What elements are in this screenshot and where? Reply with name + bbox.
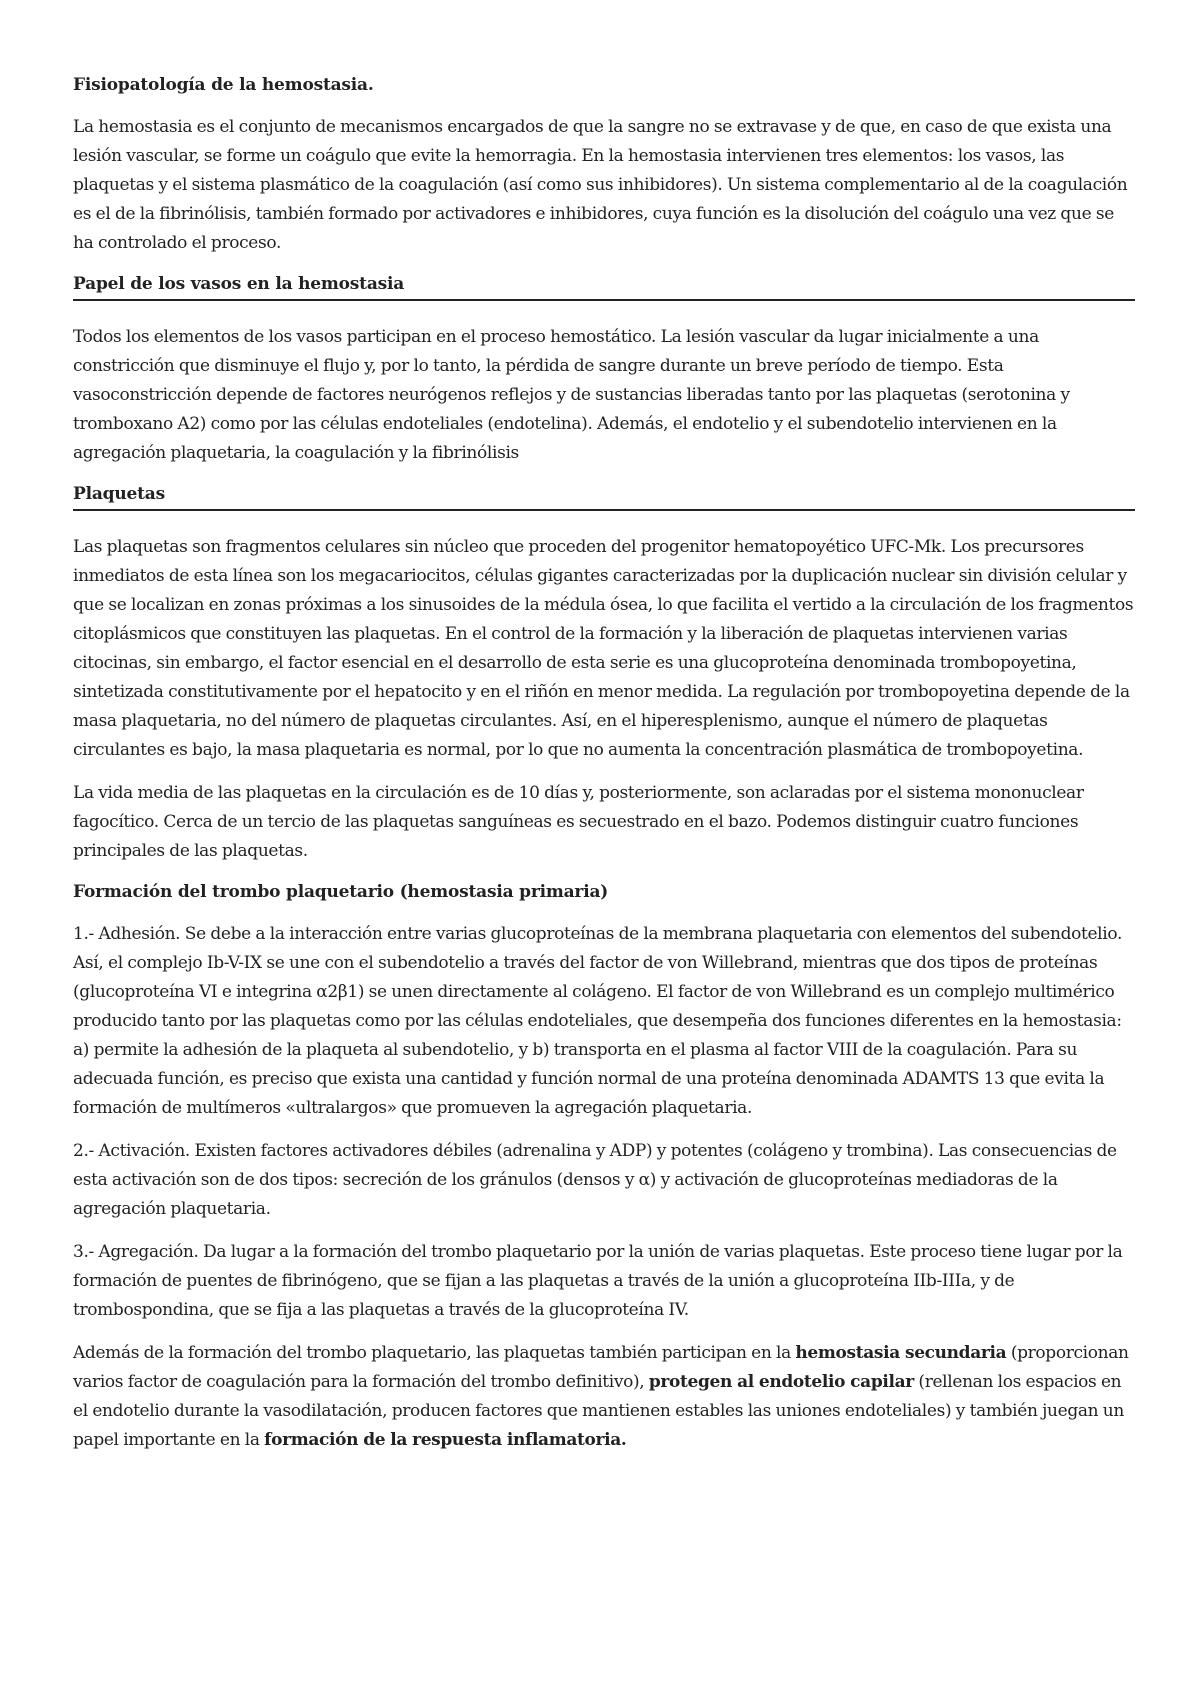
- plaquetas-paragraph-2: La vida media de las plaquetas en la circulación es de 10 días y, posteriormente, son aclaradas por el sistema mononuclear fagocítico. Cerca de un tercio de las plaquetas sanguíneas es secuestrado en el bazo. Podemos distinguir cuatro funciones principales de las plaquetas.: [73, 783, 1084, 861]
- document-page: [73, 73, 1135, 1469]
- closing-paragraph: [73, 1339, 1135, 1455]
- closing-bold-respuesta-inflamatoria: formación de la respuesta inflamatoria.: [264, 1430, 627, 1450]
- closing-text-1: Además de la formación del trombo plaquetario, las plaquetas también participan en la: [73, 1343, 796, 1363]
- section-vasos: [73, 272, 1135, 468]
- section-heading-vasos: Papel de los vasos en la hemostasia: [73, 272, 1135, 301]
- intro-paragraph: La hemostasia es el conjunto de mecanismos encargados de que la sangre no se extravase y de que, en caso de que exista una lesión vascular, se forme un coágulo que evite la hemorragia. En la hemostasia intervienen tres elementos: los vasos, las plaquetas y el sistema plasmático de la coagulación (así como sus inhibidores). Un sistema complementario al de la coagulación es el de la fibrinólisis, también formado por activadores e inhibidores, cuya función es la disolución del coágulo una vez que se ha controlado el proceso.: [73, 117, 1128, 253]
- document-title: Fisiopatología de la hemostasia.: [73, 75, 374, 95]
- closing-text-3: (rellenan los espacios en el endotelio durante la vasodilatación, producen factores que mantienen estables las uniones endoteliales) y también juegan un papel importante en la: [73, 1372, 1125, 1450]
- section-trombo: [73, 880, 1135, 1455]
- section-heading-plaquetas: Plaquetas: [73, 482, 1135, 511]
- sub-heading-trombo: Formación del trombo plaquetario (hemostasia primaria): [73, 882, 609, 902]
- trombo-item-activacion: 2.- Activación. Existen factores activadores débiles (adrenalina y ADP) y potentes (colágeno y trombina). Las consecuencias de esta activación son de dos tipos: secreción de los gránulos (densos y α) y activación de glucoproteínas mediadoras de la agregación plaquetaria.: [73, 1141, 1117, 1219]
- section-plaquetas: [73, 482, 1135, 866]
- closing-bold-protegen-endotelio: protegen al endotelio capilar: [648, 1372, 914, 1392]
- closing-bold-hemostasia-secundaria: hemostasia secundaria: [795, 1343, 1007, 1363]
- closing-text-2: (proporcionan varios factor de coagulación para la formación del trombo definitivo),: [73, 1343, 1129, 1392]
- trombo-item-adhesion: 1.- Adhesión. Se debe a la interacción entre varias glucoproteínas de la membrana plaquetaria con elementos del subendotelio. Así, el complejo Ib-V-IX se une con el subendotelio a través del factor de von Willebrand, mientras que dos tipos de proteínas (glucoproteína VI e integrina α2β1) se unen directamente al colágeno. El factor de von Willebrand es un complejo multimérico producido tanto por las plaquetas como por las células endoteliales, que desempeña dos funciones diferentes en la hemostasia: a) permite la adhesión de la plaqueta al subendotelio, y b) transporta en el plasma al factor VIII de la coagulación. Para su adecuada función, es preciso que exista una cantidad y función normal de una proteína denominada ADAMTS 13 que evita la formación de multímeros «ultralargos» que promueven la agregación plaquetaria.: [73, 924, 1122, 1118]
- plaquetas-paragraph-1: Las plaquetas son fragmentos celulares sin núcleo que proceden del progenitor hematopoyético UFC-Mk. Los precursores inmediatos de esta línea son los megacariocitos, células gigantes caracterizadas por la duplicación nuclear sin división celular y que se localizan en zonas próximas a los sinusoides de la médula ósea, lo que facilita el vertido a la circulación de los fragmentos citoplásmicos que constituyen las plaquetas. En el control de la formación y la liberación de plaquetas intervienen varias citocinas, sin embargo, el factor esencial en el desarrollo de esta serie es una glucoproteína denominada trombopoyetina, sintetizada constitutivamente por el hepatocito y en el riñón en menor medida. La regulación por trombopoyetina depende de la masa plaquetaria, no del número de plaquetas circulantes. Así, en el hiperesplenismo, aunque el número de plaquetas circulantes es bajo, la masa plaquetaria es normal, por lo que no aumenta la concentración plasmática de trombopoyetina.: [73, 537, 1134, 760]
- vasos-paragraph: Todos los elementos de los vasos participan en el proceso hemostático. La lesión vascular da lugar inicialmente a una constricción que disminuye el flujo y, por lo tanto, la pérdida de sangre durante un breve período de tiempo. Esta vasoconstricción depende de factores neurógenos reflejos y de sustancias liberadas tanto por las plaquetas (serotonina y tromboxano A2) como por las células endoteliales (endotelina). Además, el endotelio y el subendotelio intervienen en la agregación plaquetaria, la coagulación y la fibrinólisis: [73, 327, 1070, 463]
- trombo-item-agregacion: 3.- Agregación. Da lugar a la formación del trombo plaquetario por la unión de varias plaquetas. Este proceso tiene lugar por la formación de puentes de fibrinógeno, que se fijan a las plaquetas a través de la unión a glucoproteína IIb-IIIa, y de trombospondina, que se fija a las plaquetas a través de la glucoproteína IV.: [73, 1242, 1123, 1320]
